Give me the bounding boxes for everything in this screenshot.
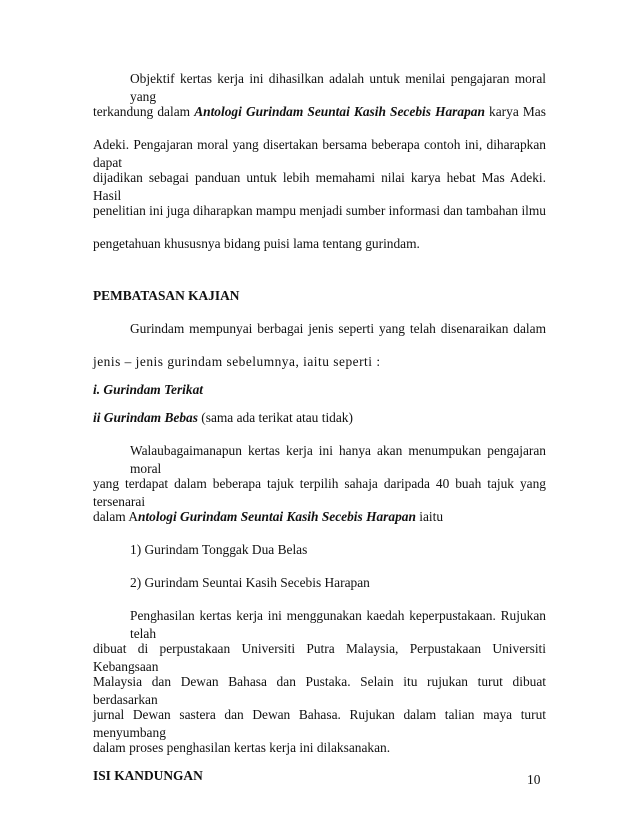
book-title: Antologi Gurindam Seuntai Kasih Secebis Harapan — [194, 104, 485, 119]
p4-line-4: jurnal Dewan sastera dan Dewan Bahasa. Rujukan dalam talian maya turut menyumbang — [93, 707, 546, 740]
list-item-seuntai: 2) Gurindam Seuntai Kasih Secebis Harapan — [130, 575, 370, 590]
section-heading: PEMBATASAN KAJIAN — [93, 288, 240, 303]
book-title: ntologi Gurindam Seuntai Kasih Secebis Harapan — [138, 509, 416, 524]
p4-line-1: Penghasilan kertas kerja ini menggunakan kaedah keperpustakaan. Rujukan telah — [130, 608, 546, 641]
p2-line-2: jenis – jenis gurindam sebelumnya, iaitu seperti : — [93, 354, 381, 369]
p1-line-5: penelitian ini juga diharapkan mampu menjadi sumber informasi dan tambahan ilmu — [93, 203, 546, 218]
p2-line-1: Gurindam mempunyai berbagai jenis seperti yang telah disenaraikan dalam — [130, 321, 546, 336]
text-run: dalam A — [93, 509, 138, 524]
p1-line-1: Objektif kertas kerja ini dihasilkan adalah untuk menilai pengajaran moral yang — [130, 71, 546, 104]
p1-line-3: Adeki. Pengajaran moral yang disertakan bersama beberapa contoh ini, diharapkan dapat — [93, 137, 546, 170]
list-item-bebas — [93, 409, 546, 427]
text-run: iaitu — [415, 509, 444, 524]
list-item-terikat: i. Gurindam Terikat — [93, 382, 204, 397]
text-run: karya Mas — [489, 104, 546, 119]
list-item-title: ii Gurindam Bebas — [93, 410, 198, 425]
p1-line-4: dijadikan sebagai panduan untuk lebih memahami nilai karya hebat Mas Adeki. Hasil — [93, 170, 546, 203]
p4-line-3: Malaysia dan Dewan Bahasa dan Pustaka. Selain itu rujukan turut dibuat berdasarkan — [93, 674, 546, 707]
list-item-note: (sama ada terikat atau tidak) — [197, 410, 353, 425]
p1-line-6: pengetahuan khususnya bidang puisi lama tentang gurindam. — [93, 236, 420, 251]
text-run: terkandung dalam — [93, 104, 191, 119]
p4-line-2: dibuat di perpustakaan Universiti Putra Malaysia, Perpustakaan Universiti Kebangsaan — [93, 641, 546, 674]
p3-line-1: Walaubagaimanapun kertas kerja ini hanya akan menumpukan pengajaran moral — [130, 443, 546, 476]
page-number: 10 — [527, 772, 541, 787]
section-heading: ISI KANDUNGAN — [93, 768, 203, 783]
p3-line-2: yang terdapat dalam beberapa tajuk terpilih sahaja daripada 40 buah tajuk yang tersenarai — [93, 476, 546, 509]
p3-line-3 — [93, 508, 546, 526]
p4-line-5: dalam proses penghasilan kertas kerja ini dilaksanakan. — [93, 740, 391, 755]
p1-line-2 — [93, 103, 546, 121]
list-item-tonggak: 1) Gurindam Tonggak Dua Belas — [130, 542, 308, 557]
